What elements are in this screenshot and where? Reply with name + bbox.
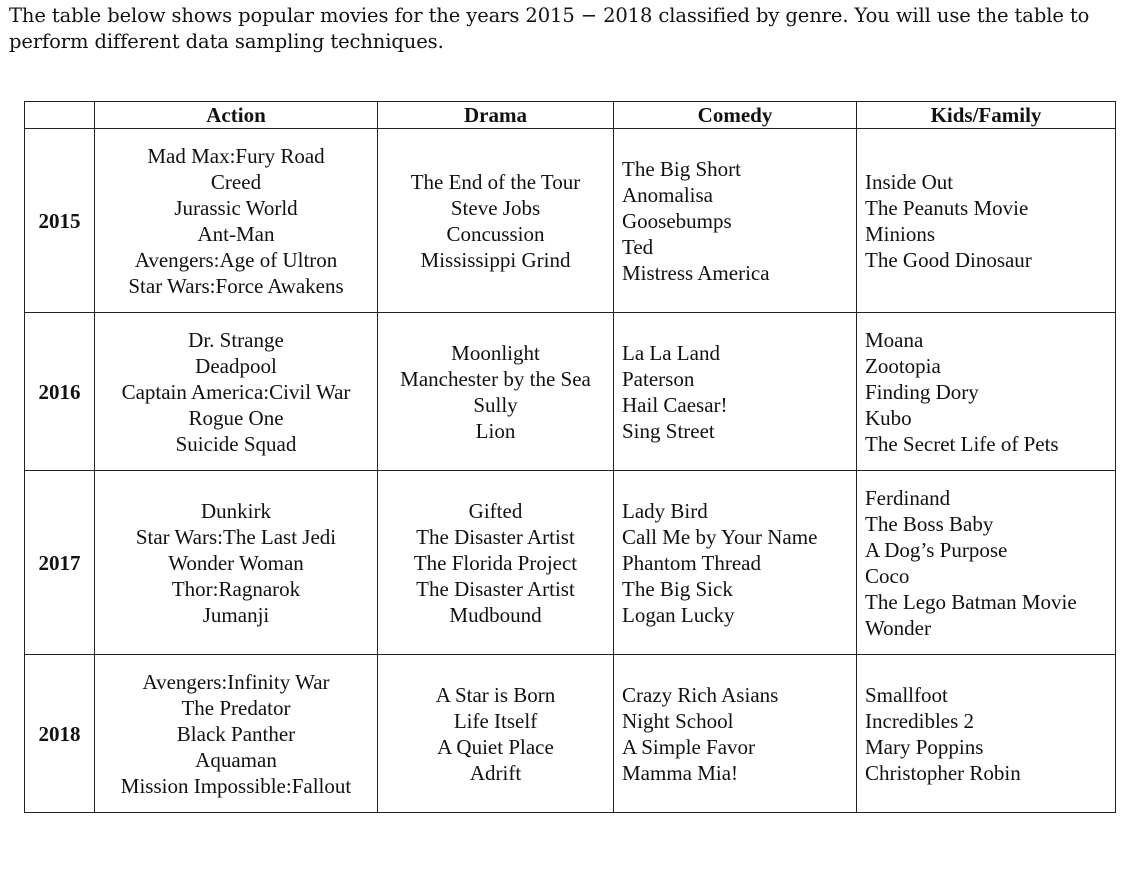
drama-cell: [378, 471, 614, 655]
header-corner: [25, 102, 95, 129]
movie-title: Suicide Squad: [175, 431, 297, 456]
year-row: [25, 129, 1116, 313]
movie-title: Zootopia: [865, 353, 941, 378]
movie-title: The Good Dinosaur: [865, 247, 1032, 272]
movie-title: The Florida Project: [413, 550, 578, 575]
movie-title: Avengers:Infinity War: [142, 669, 330, 694]
movie-title: Kubo: [865, 405, 912, 430]
movie-title: Moonlight: [451, 340, 540, 365]
movie-title: Manchester by the Sea: [400, 366, 591, 391]
movie-title: Lion: [475, 418, 516, 443]
movie-title: The Disaster Artist: [416, 524, 575, 549]
drama-cell: [378, 129, 614, 313]
kids-family-cell: [857, 471, 1116, 655]
movie-title: Phantom Thread: [622, 550, 762, 575]
movie-title: Minions: [865, 221, 936, 246]
movie-title: Logan Lucky: [622, 602, 735, 627]
movie-title: Ted: [622, 234, 654, 259]
kids-family-cell: [857, 313, 1116, 471]
year-row: [25, 313, 1116, 471]
movie-title: A Star is Born: [435, 682, 556, 707]
action-cell: [95, 129, 378, 313]
movie-title: Paterson: [622, 366, 695, 391]
movie-title: Thor:Ragnarok: [171, 576, 301, 601]
action-cell: [95, 655, 378, 813]
movie-title: Night School: [622, 708, 734, 733]
movie-title: Mudbound: [449, 602, 542, 627]
movie-title: Black Panther: [176, 721, 296, 746]
header-action: Action: [95, 102, 378, 129]
year-row: [25, 655, 1116, 813]
movie-title: The Peanuts Movie: [865, 195, 1029, 220]
movie-title: Wonder: [865, 615, 931, 640]
movie-title: Mistress America: [622, 260, 770, 285]
movie-title: Creed: [210, 169, 262, 194]
movie-title: Mississippi Grind: [420, 247, 571, 272]
year-row: [25, 471, 1116, 655]
movie-title: Goosebumps: [622, 208, 732, 233]
header-kids-family: Kids/Family: [857, 102, 1116, 129]
movie-title: Christopher Robin: [865, 760, 1021, 785]
action-cell: [95, 313, 378, 471]
movie-title: Mission Impossible:Fallout: [120, 773, 352, 798]
movie-title: Steve Jobs: [450, 195, 541, 220]
kids-family-cell: [857, 129, 1116, 313]
movie-title: Wonder Woman: [168, 550, 304, 575]
movie-title: Incredibles 2: [865, 708, 975, 733]
movie-title: Ant-Man: [197, 221, 275, 246]
movie-title: The Big Short: [622, 156, 741, 181]
movie-title: Aquaman: [195, 747, 277, 772]
movie-title: Dr. Strange: [188, 327, 284, 352]
movie-title: Anomalisa: [622, 182, 713, 207]
movie-title: The Secret Life of Pets: [865, 431, 1059, 456]
movie-title: Life Itself: [453, 708, 538, 733]
movie-title: Crazy Rich Asians: [622, 682, 779, 707]
movie-title: Coco: [865, 563, 910, 588]
movie-title: Call Me by Your Name: [622, 524, 818, 549]
movie-title: Star Wars:The Last Jedi: [135, 524, 337, 549]
movie-title: Smallfoot: [865, 682, 948, 707]
movie-title: The Predator: [181, 695, 291, 720]
movie-title: The End of the Tour: [410, 169, 581, 194]
movie-title: Ferdinand: [865, 485, 951, 510]
movie-title: Jurassic World: [174, 195, 298, 220]
movie-title: A Simple Favor: [622, 734, 756, 759]
comedy-cell: [614, 655, 857, 813]
movie-title: Moana: [865, 327, 924, 352]
movie-title: A Quiet Place: [437, 734, 554, 759]
year-label: 2017: [25, 471, 95, 655]
movie-title: Deadpool: [195, 353, 277, 378]
movie-title: Sully: [473, 392, 518, 417]
drama-cell: [378, 313, 614, 471]
comedy-cell: [614, 471, 857, 655]
movie-title: The Boss Baby: [865, 511, 994, 536]
year-label: 2015: [25, 129, 95, 313]
movie-title: The Lego Batman Movie: [865, 589, 1077, 614]
movie-title: The Disaster Artist: [416, 576, 575, 601]
movie-title: Mamma Mia!: [622, 760, 739, 785]
movie-title: Star Wars:Force Awakens: [128, 273, 344, 298]
movie-title: Dunkirk: [201, 498, 271, 523]
comedy-cell: [614, 129, 857, 313]
year-label: 2016: [25, 313, 95, 471]
movie-title: Mad Max:Fury Road: [147, 143, 325, 168]
header-comedy: Comedy: [614, 102, 857, 129]
header-row: [25, 102, 1116, 129]
kids-family-cell: [857, 655, 1116, 813]
drama-cell: [378, 655, 614, 813]
movie-title: Avengers:Age of Ultron: [134, 247, 338, 272]
movie-title: Captain America:Civil War: [121, 379, 351, 404]
movie-title: Concussion: [446, 221, 545, 246]
movie-title: A Dog’s Purpose: [865, 537, 1008, 562]
movie-title: Sing Street: [622, 418, 715, 443]
year-label: 2018: [25, 655, 95, 813]
movie-title: The Big Sick: [622, 576, 733, 601]
movies-table: [24, 101, 1116, 813]
movie-title: Hail Caesar!: [622, 392, 728, 417]
movie-title: Lady Bird: [622, 498, 708, 523]
movie-title: Inside Out: [865, 169, 954, 194]
comedy-cell: [614, 313, 857, 471]
intro-paragraph: The table below shows popular movies for the years 2015 − 2018 classified by genre. You will use the table to perform different data sampling techniques.: [9, 4, 1090, 53]
movie-title: Rogue One: [188, 405, 284, 430]
action-cell: [95, 471, 378, 655]
movie-title: Adrift: [469, 760, 522, 785]
movie-title: La La Land: [622, 340, 720, 365]
movie-title: Mary Poppins: [865, 734, 984, 759]
movie-title: Finding Dory: [865, 379, 979, 404]
movie-title: Jumanji: [202, 602, 270, 627]
header-drama: Drama: [378, 102, 614, 129]
movie-title: Gifted: [468, 498, 523, 523]
